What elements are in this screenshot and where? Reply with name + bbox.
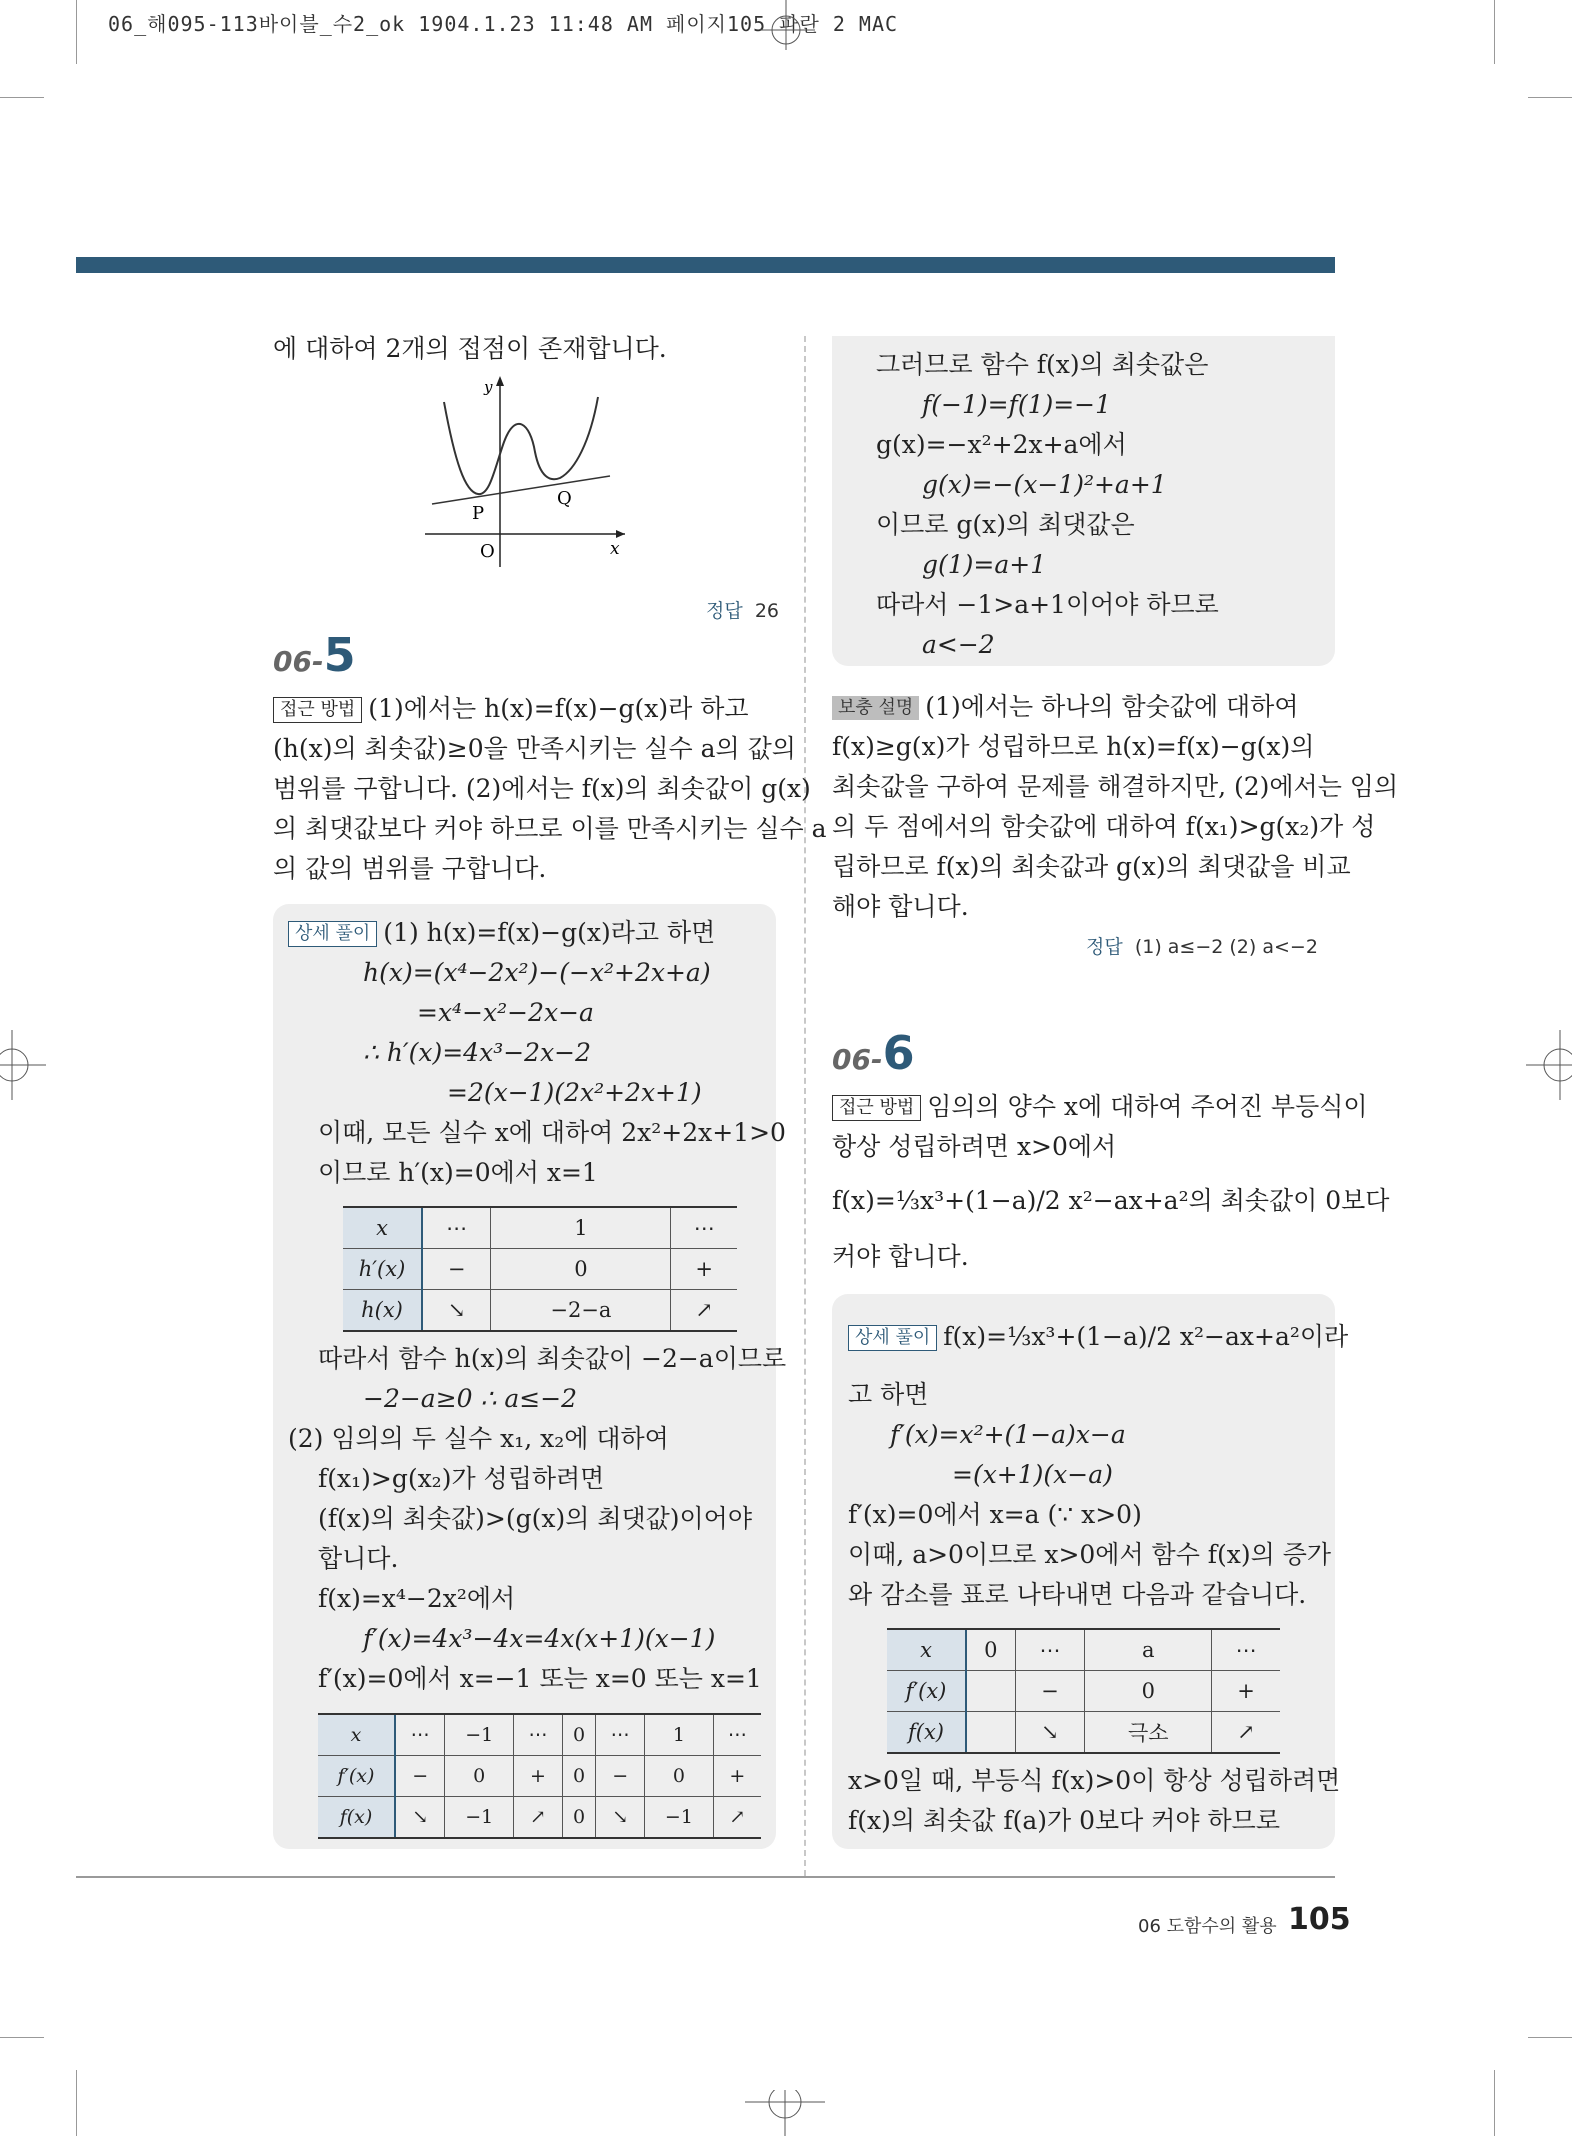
supplement-line: 보충 설명 (1)에서는 하나의 함숫값에 대하여 xyxy=(832,692,1299,722)
graph-y-label: y xyxy=(484,378,493,396)
approach-label: 접근 방법 xyxy=(832,1095,921,1121)
solution-6-line: 고 하면 xyxy=(848,1380,929,1409)
solution-label: 상세 풀이 xyxy=(848,1325,937,1351)
approach-6-line: 항상 성립하려면 x>0에서 xyxy=(832,1132,1117,1161)
approach-6-line: 커야 합니다. xyxy=(832,1242,969,1271)
registration-mark xyxy=(1526,1030,1572,1100)
problem-number-5: 06-5 xyxy=(273,628,356,682)
supplement-line: 해야 합니다. xyxy=(832,892,969,921)
box1-line: 이므로 g(x)의 최댓값은 xyxy=(876,510,1135,539)
solution-5-line: h(x)=(x⁴−2x²)−(−x²+2x+a) xyxy=(363,958,711,987)
box1-line: g(x)=−(x−1)²+a+1 xyxy=(922,470,1167,499)
solution-5-line: f′(x)=0에서 x=−1 또는 x=0 또는 x=1 xyxy=(318,1664,762,1693)
registration-mark xyxy=(0,1030,46,1100)
box1-line: a<−2 xyxy=(922,630,995,659)
approach-label: 접근 방법 xyxy=(273,697,362,723)
registration-mark xyxy=(745,2090,825,2136)
tangent-graph xyxy=(420,372,630,572)
solution-5-line: f′(x)=4x³−4x=4x(x+1)(x−1) xyxy=(363,1624,716,1653)
solution-5-line: 이므로 h′(x)=0에서 x=1 xyxy=(318,1158,598,1187)
solution-5-line: (f(x)의 최솟값)>(g(x)의 최댓값)이어야 xyxy=(318,1504,752,1533)
approach-5-line: 의 최댓값보다 커야 하므로 이를 만족시키는 실수 a xyxy=(273,814,827,843)
crop-mark xyxy=(1494,0,1495,64)
box1-line: f(−1)=f(1)=−1 xyxy=(922,390,1112,419)
crop-mark xyxy=(1528,2037,1572,2038)
solution-5-line: f(x)=x⁴−2x²에서 xyxy=(318,1584,516,1613)
solution-5-line: =2(x−1)(2x²+2x+1) xyxy=(447,1078,702,1107)
page-number: 105 xyxy=(1288,1902,1351,1937)
solution-6-line: 이때, a>0이므로 x>0에서 함수 f(x)의 증가 xyxy=(848,1540,1332,1569)
crop-mark xyxy=(0,97,44,98)
solution-5-line: −2−a≥0 ∴ a≤−2 xyxy=(363,1384,578,1413)
graph-point-p: P xyxy=(472,503,485,524)
crop-mark xyxy=(76,2070,77,2136)
crop-mark xyxy=(0,2037,44,2038)
supplement-line: f(x)≥g(x)가 성립하므로 h(x)=f(x)−g(x)의 xyxy=(832,732,1315,761)
intro-text: 에 대하여 2개의 접점이 존재합니다. xyxy=(273,334,667,363)
problem-number-6: 06-6 xyxy=(832,1026,915,1080)
solution-6-line: 와 감소를 표로 나타내면 다음과 같습니다. xyxy=(848,1580,1307,1609)
solution-5-line: ∴ h′(x)=4x³−2x−2 xyxy=(363,1038,592,1067)
solution-6-line: 상세 풀이 f(x)=⅓x³+(1−a)/2 x²−ax+a²이라 xyxy=(848,1322,1348,1352)
graph-x-label: x xyxy=(610,539,620,559)
answer-prev: 정답 26 xyxy=(706,600,779,622)
solution-5-line: 따라서 함수 h(x)의 최솟값이 −2−a이므로 xyxy=(318,1344,787,1373)
approach-5-line: (h(x)의 최솟값)≥0을 만족시키는 실수 a의 값의 xyxy=(273,734,796,763)
approach-6-line: f(x)=⅓x³+(1−a)/2 x²−ax+a²의 최솟값이 0보다 xyxy=(832,1186,1390,1215)
print-header: 06_해095-113바이블_수2_ok 1904.1.23 11:48 AM 페이지105 파란 2 MAC xyxy=(108,12,899,36)
solution-5-line: (2) 임의의 두 실수 x₁, x₂에 대하여 xyxy=(288,1424,669,1453)
crop-mark xyxy=(1494,2070,1495,2136)
crop-mark xyxy=(76,0,77,64)
solution-label: 상세 풀이 xyxy=(288,921,377,947)
variation-table-f6: x 0 ⋯ a ⋯ f′(x) − 0 + f(x) ↘ 극소 ↗ xyxy=(887,1628,1280,1754)
footer-rule xyxy=(76,1876,1335,1878)
supplement-label: 보충 설명 xyxy=(832,696,919,720)
solution-5-line: =x⁴−x²−2x−a xyxy=(417,998,594,1027)
answer-5: 정답 (1) a≤−2 (2) a<−2 xyxy=(1086,936,1318,958)
box1-line: g(1)=a+1 xyxy=(922,550,1047,579)
column-divider xyxy=(804,336,806,1876)
solution-5-line: 이때, 모든 실수 x에 대하여 2x²+2x+1>0 xyxy=(318,1118,786,1147)
solution-6-line: f(x)의 최솟값 f(a)가 0보다 커야 하므로 xyxy=(848,1806,1280,1835)
approach-5-line: 범위를 구합니다. (2)에서는 f(x)의 최솟값이 g(x) xyxy=(273,774,811,803)
box1-line: 따라서 −1>a+1이어야 하므로 xyxy=(876,590,1219,619)
solution-6-line: f′(x)=x²+(1−a)x−a xyxy=(890,1420,1126,1449)
solution-5-line: f(x₁)>g(x₂)가 성립하려면 xyxy=(318,1464,605,1493)
top-band xyxy=(76,257,1335,273)
chapter-title: 06 도함수의 활용 xyxy=(1138,1916,1277,1937)
supplement-line: 최솟값을 구하여 문제를 해결하지만, (2)에서는 임의 xyxy=(832,772,1399,801)
solution-5-line: 합니다. xyxy=(318,1544,399,1573)
supplement-line: 립하므로 f(x)의 최솟값과 g(x)의 최댓값을 비교 xyxy=(832,852,1351,881)
crop-mark xyxy=(1528,97,1572,98)
solution-5-line: 상세 풀이 (1) h(x)=f(x)−g(x)라고 하면 xyxy=(288,918,715,948)
registration-mark xyxy=(760,0,820,50)
box1-line: 그러므로 함수 f(x)의 최솟값은 xyxy=(876,350,1209,379)
solution-6-line: =(x+1)(x−a) xyxy=(952,1460,1113,1489)
variation-table-f: x ⋯ −1 ⋯ 0 ⋯ 1 ⋯ f′(x) − 0 + 0 − 0 + f(x) ↘ −1 ↗ 0 ↘ −1 ↗ xyxy=(318,1713,761,1839)
approach-5-line: 의 값의 범위를 구합니다. xyxy=(273,854,547,883)
graph-point-q: Q xyxy=(557,488,572,509)
variation-table-h: x ⋯ 1 ⋯ h′(x) − 0 + h(x) ↘ −2−a ↗ xyxy=(343,1206,737,1332)
approach-6-line: 접근 방법 임의의 양수 x에 대하여 주어진 부등식이 xyxy=(832,1092,1368,1122)
box1-line: g(x)=−x²+2x+a에서 xyxy=(876,430,1127,459)
supplement-line: 의 두 점에서의 함숫값에 대하여 f(x₁)>g(x₂)가 성 xyxy=(832,812,1376,841)
solution-6-line: f′(x)=0에서 x=a (∵ x>0) xyxy=(848,1500,1142,1529)
graph-origin-label: O xyxy=(480,541,495,562)
solution-6-line: x>0일 때, 부등식 f(x)>0이 항상 성립하려면 xyxy=(848,1766,1341,1795)
approach-5-line: 접근 방법 (1)에서는 h(x)=f(x)−g(x)라 하고 xyxy=(273,694,749,724)
